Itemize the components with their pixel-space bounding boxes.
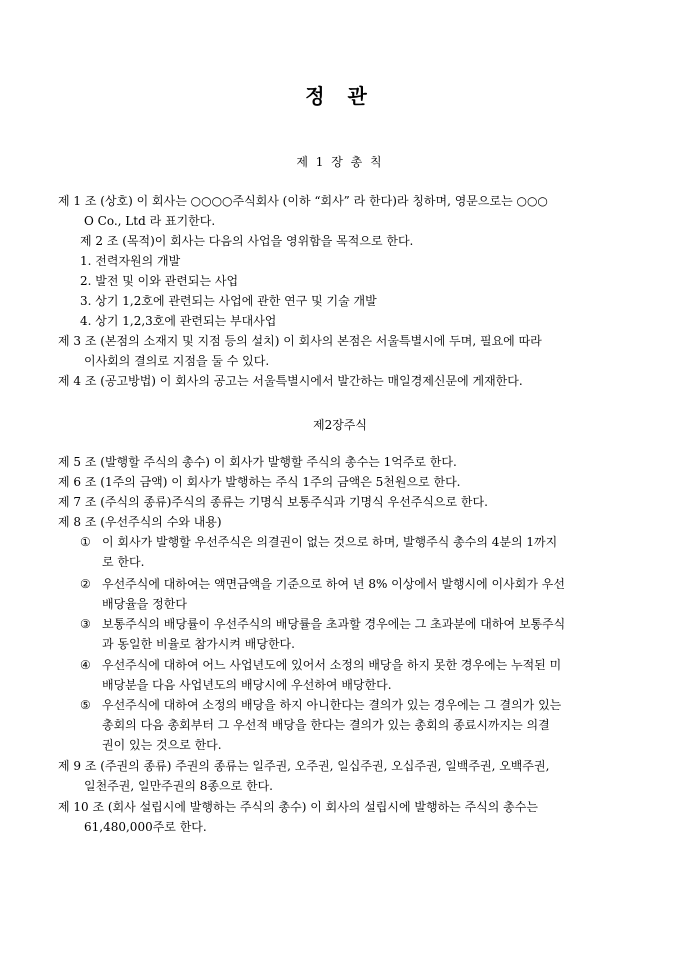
article-8-item-5-mark: ⑤	[80, 698, 91, 712]
article-8-item-4	[80, 655, 623, 695]
article-8-item-3-line-1: 보통주식의 배당률이 우선주식의 배당률을 초과할 경우에는 그 초과분에 대하여 보통주식	[102, 617, 566, 631]
article-8-item-5-line-3: 권이 있는 것으로 한다.	[102, 738, 222, 752]
article-8-item-3-mark: ③	[80, 617, 91, 631]
article-1-line-1: 제 1 조 (상호) 이 회사는 ○○○○주식회사 (이하 “회사” 라 한다)라 칭하며, 영문으로는 ○○○	[58, 194, 548, 208]
article-8-item-1-line-1: 이 회사가 발행할 우선주식은 의결권이 없는 것으로 하며, 발행주식 총수의 4분의 1까지	[102, 535, 558, 549]
article-8-item-3	[80, 614, 623, 654]
article-8-item-3-line-2: 과 동일한 비율로 참가시켜 배당한다.	[102, 637, 295, 651]
document-title: 정 관	[305, 84, 375, 108]
article-8: 제 8 조 (우선주식의 수와 내용)	[58, 515, 222, 529]
article-10-line-2: 61,480,000주로 한다.	[84, 820, 207, 834]
article-6: 제 6 조 (1주의 금액) 이 회사가 발행하는 주식 1주의 금액은 5천원으로 한다.	[58, 475, 461, 489]
article-9	[58, 756, 623, 796]
article-8-item-2-line-1: 우선주식에 대하여는 액면금액을 기준으로 하여 년 8% 이상에서 발행시에 이사회가 우선	[102, 577, 565, 591]
article-9-line-1: 제 9 조 (주권의 종류) 주권의 종류는 일주권, 오주권, 일십주권, 오십주권, 일백주권, 오백주권,	[58, 759, 550, 773]
article-1-line-2: O Co., Ltd 라 표기한다.	[84, 214, 216, 228]
article-2-item-1: 1. 전력자원의 개발	[80, 254, 181, 268]
article-1	[58, 191, 623, 231]
article-8-item-1-line-2: 로 한다.	[102, 555, 145, 569]
article-5: 제 5 조 (발행할 주식의 총수) 이 회사가 발행할 주식의 총수는 1억주로 한다.	[58, 455, 457, 469]
article-8-item-5-line-2: 총회의 다음 총회부터 그 우선적 배당을 한다는 결의가 있는 총회의 종료시까지는 의결	[102, 718, 550, 732]
article-10-line-1: 제 10 조 (회사 설립시에 발행하는 주식의 총수) 이 회사의 설립시에 발행하는 주식의 총수는	[58, 800, 538, 814]
article-2: 제 2 조 (목적)이 회사는 다음의 사업을 영위함을 목적으로 한다.	[80, 234, 414, 248]
article-10	[58, 797, 623, 837]
article-8-item-5	[80, 695, 623, 755]
article-2-item-3: 3. 상기 1,2호에 관련되는 사업에 관한 연구 및 기술 개발	[80, 294, 377, 308]
article-7: 제 7 조 (주식의 종류)주식의 종류는 기명식 보통주식과 기명식 우선주식으로 한다.	[58, 495, 488, 509]
article-8-item-2-line-2: 배당율을 정한다	[102, 597, 187, 611]
article-8-item-5-line-1: 우선주식에 대하여 소정의 배당을 하지 아니한다는 결의가 있는 경우에는 그 결의가 있는	[102, 698, 562, 712]
article-8-item-2-mark: ②	[80, 577, 91, 591]
article-8-item-4-mark: ④	[80, 658, 91, 672]
article-8-item-2	[80, 574, 623, 614]
article-2-item-4: 4. 상기 1,2,3호에 관련되는 부대사업	[80, 314, 277, 328]
article-2-item-2: 2. 발전 및 이와 관련되는 사업	[80, 274, 239, 288]
article-8-item-1	[80, 532, 623, 572]
article-3-line-2: 이사회의 결의로 지점을 둘 수 있다.	[84, 354, 270, 368]
article-8-item-4-line-2: 배당분을 다음 사업년도의 배당시에 우선하여 배당한다.	[102, 678, 392, 692]
article-8-item-1-mark: ①	[80, 535, 91, 549]
article-3	[58, 331, 623, 371]
article-8-item-4-line-1: 우선주식에 대하여 어느 사업년도에 있어서 소정의 배당을 하지 못한 경우에는 누적된 미	[102, 658, 562, 672]
article-3-line-1: 제 3 조 (본점의 소재지 및 지점 등의 설치) 이 회사의 본점은 서울특별시에 두며, 필요에 따라	[58, 334, 542, 348]
article-4: 제 4 조 (공고방법) 이 회사의 공고는 서울특별시에서 발간하는 매일경제신문에 게재한다.	[58, 374, 523, 388]
chapter-1-heading: 제 1 장 총 칙	[296, 155, 384, 169]
chapter-2-heading: 제2장주식	[312, 418, 367, 432]
article-9-line-2: 일천주권, 일만주권의 8종으로 한다.	[84, 779, 273, 793]
